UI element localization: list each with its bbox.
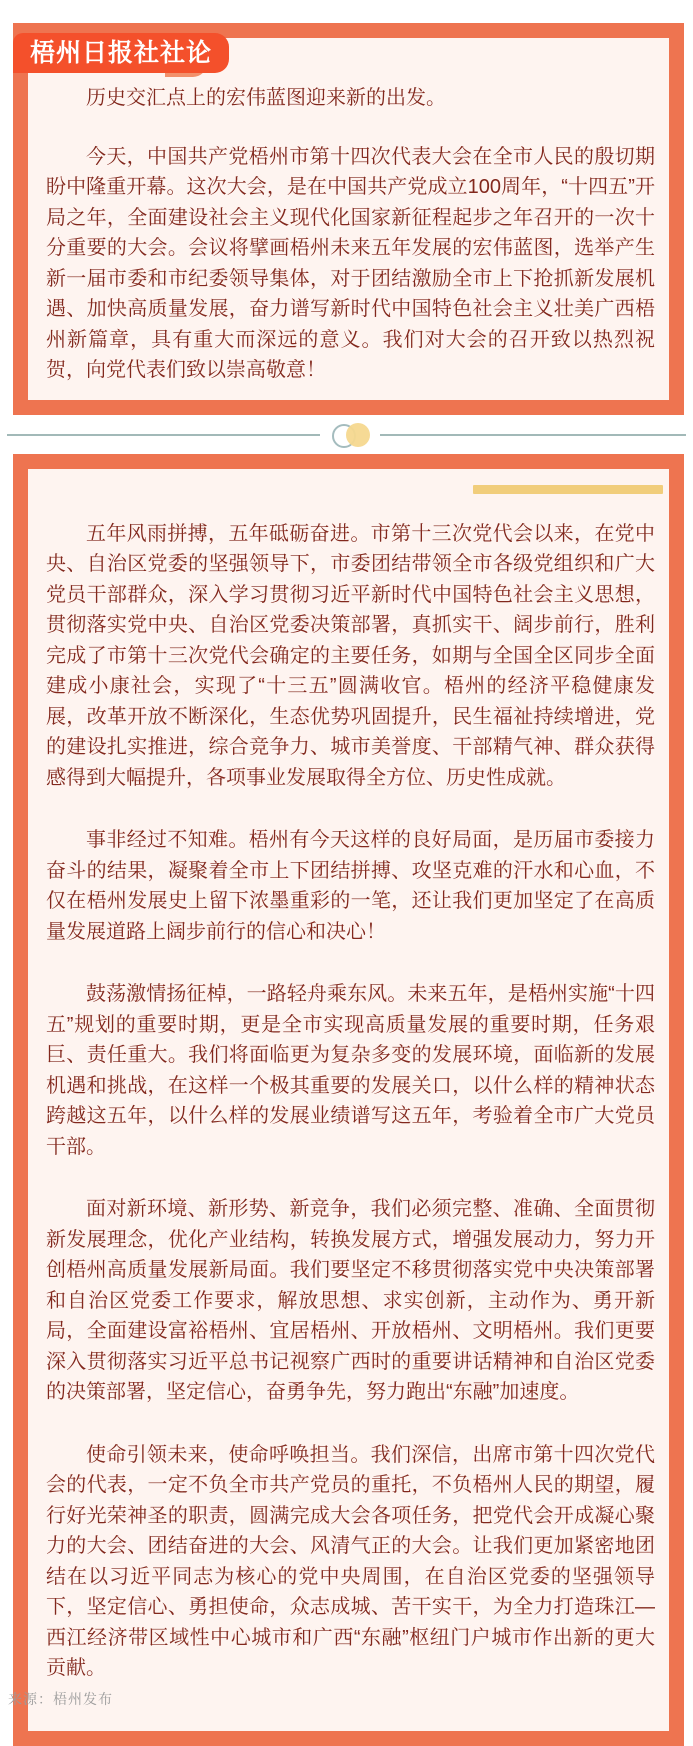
section-divider [0,415,693,454]
divider-line-right [380,434,686,436]
paragraph: 鼓荡激情扬征棹，一路轻舟乘东风。未来五年，是梧州实施“十四五”规划的重要时期，更是全市实现高质量发展的重要时期，任务艰巨、责任重大。我们将面临更为复杂多变的发展环境，面临新的发展机遇和挑战，在这样一个极其重要的发展关口，以什么样的精神状态跨越这五年，以什么样的发展业绩谱写这五年，考验着全市广大党员干部。 [46,983,655,1158]
paragraph: 面对新环境、新形势、新竞争，我们必须完整、准确、全面贯彻新发展理念，优化产业结构，转换发展方式，增强发展动力，努力开创梧州高质量发展新局面。我们要坚定不移贯彻落实党中央决策部署和自治区党委工作要求，解放思想、求实创新，主动作为、勇开新局，全面建设富裕梧州、宜居梧州、开放梧州、文明梧州。我们更要深入贯彻落实习近平总书记视察广西时的重要讲话精神和自治区党委的决策部署，坚定信心，奋勇争先，努力跑出“东融”加速度。 [46,1198,655,1403]
divider-dot-icon [346,423,370,447]
paragraph: 事非经过不知难。梧州有今天这样的良好局面，是历届市委接力奋斗的结果，凝聚着全市上下团结拼搏、攻坚克难的汗水和心血，不仅在梧州发展史上留下浓墨重彩的一笔，还让我们更加坚定了在高质量发展道路上阔步前行的信心和决心！ [46,829,655,943]
card-top-content [28,54,669,400]
paragraph: 今天，中国共产党梧州市第十四次代表大会在全市人民的殷切期盼中隆重开幕。这次大会，是在中国共产党成立100周年，“十四五”开局之年，全面建设社会主义现代化国家新征程起步之年召开的一次十分重要的大会。会议将擘画梧州未来五年发展的宏伟蓝图，选举产生新一届市委和市纪委领导集体，对于团结激励全市上下抢抓新发展机遇、加快高质量发展，奋力谱写新时代中国特色社会主义壮美广西梧州新篇章，具有重大而深远的意义。我们对大会的召开致以热烈祝贺，向党代表们致以崇高敬意！ [46,145,655,381]
paragraph: 五年风雨拼搏，五年砥砺奋进。市第十三次党代会以来，在党中央、自治区党委的坚强领导下，市委团结带领全市各级党组织和广大党员干部群众，深入学习贯彻习近平新时代中国特色社会主义思想，贯彻落实党中央、自治区党委决策部署，真抓实干、阔步前行，胜利完成了市第十三次党代会确定的主要任务，如期与全国全区同步全面建成小康社会，实现了“十三五”圆满收官。梧州的经济平稳健康发展，改革开放不断深化，生态优势巩固提升，民生福祉持续增进，党的建设扎实推进，综合竞争力、城市美誉度、干部精气神、群众获得感得到大幅提升，各项事业发展取得全方位、历史性成就。 [46,522,655,789]
card-main-content [28,485,669,1731]
divider-line-left [7,434,320,436]
paragraph: 历史交汇点上的宏伟蓝图迎来新的出发。 [86,87,446,109]
source-attribution: 来源：梧州发布 [8,1691,113,1707]
editorial-badge: 梧州日报社社论 [13,33,229,73]
editorial-card-top [13,23,684,415]
gold-accent-bar [473,485,663,494]
paragraph: 使命引领未来，使命呼唤担当。我们深信，出席市第十四次党代会的代表，一定不负全市共产党员的重托，不负梧州人民的期望，履行好光荣神圣的职责，圆满完成大会各项任务，把党代会开成凝心聚力的大会、团结奋进的大会、风清气正的大会。让我们更加紧密地团结在以习近平同志为核心的党中央周围，在自治区党委的坚强领导下，坚定信心、勇担使命，众志成城、苦干实干，为全力打造珠江—西江经济带区域性中心城市和广西“东融”枢纽门户城市作出新的更大贡献。 [46,1443,655,1679]
editorial-card-main [13,454,684,1746]
